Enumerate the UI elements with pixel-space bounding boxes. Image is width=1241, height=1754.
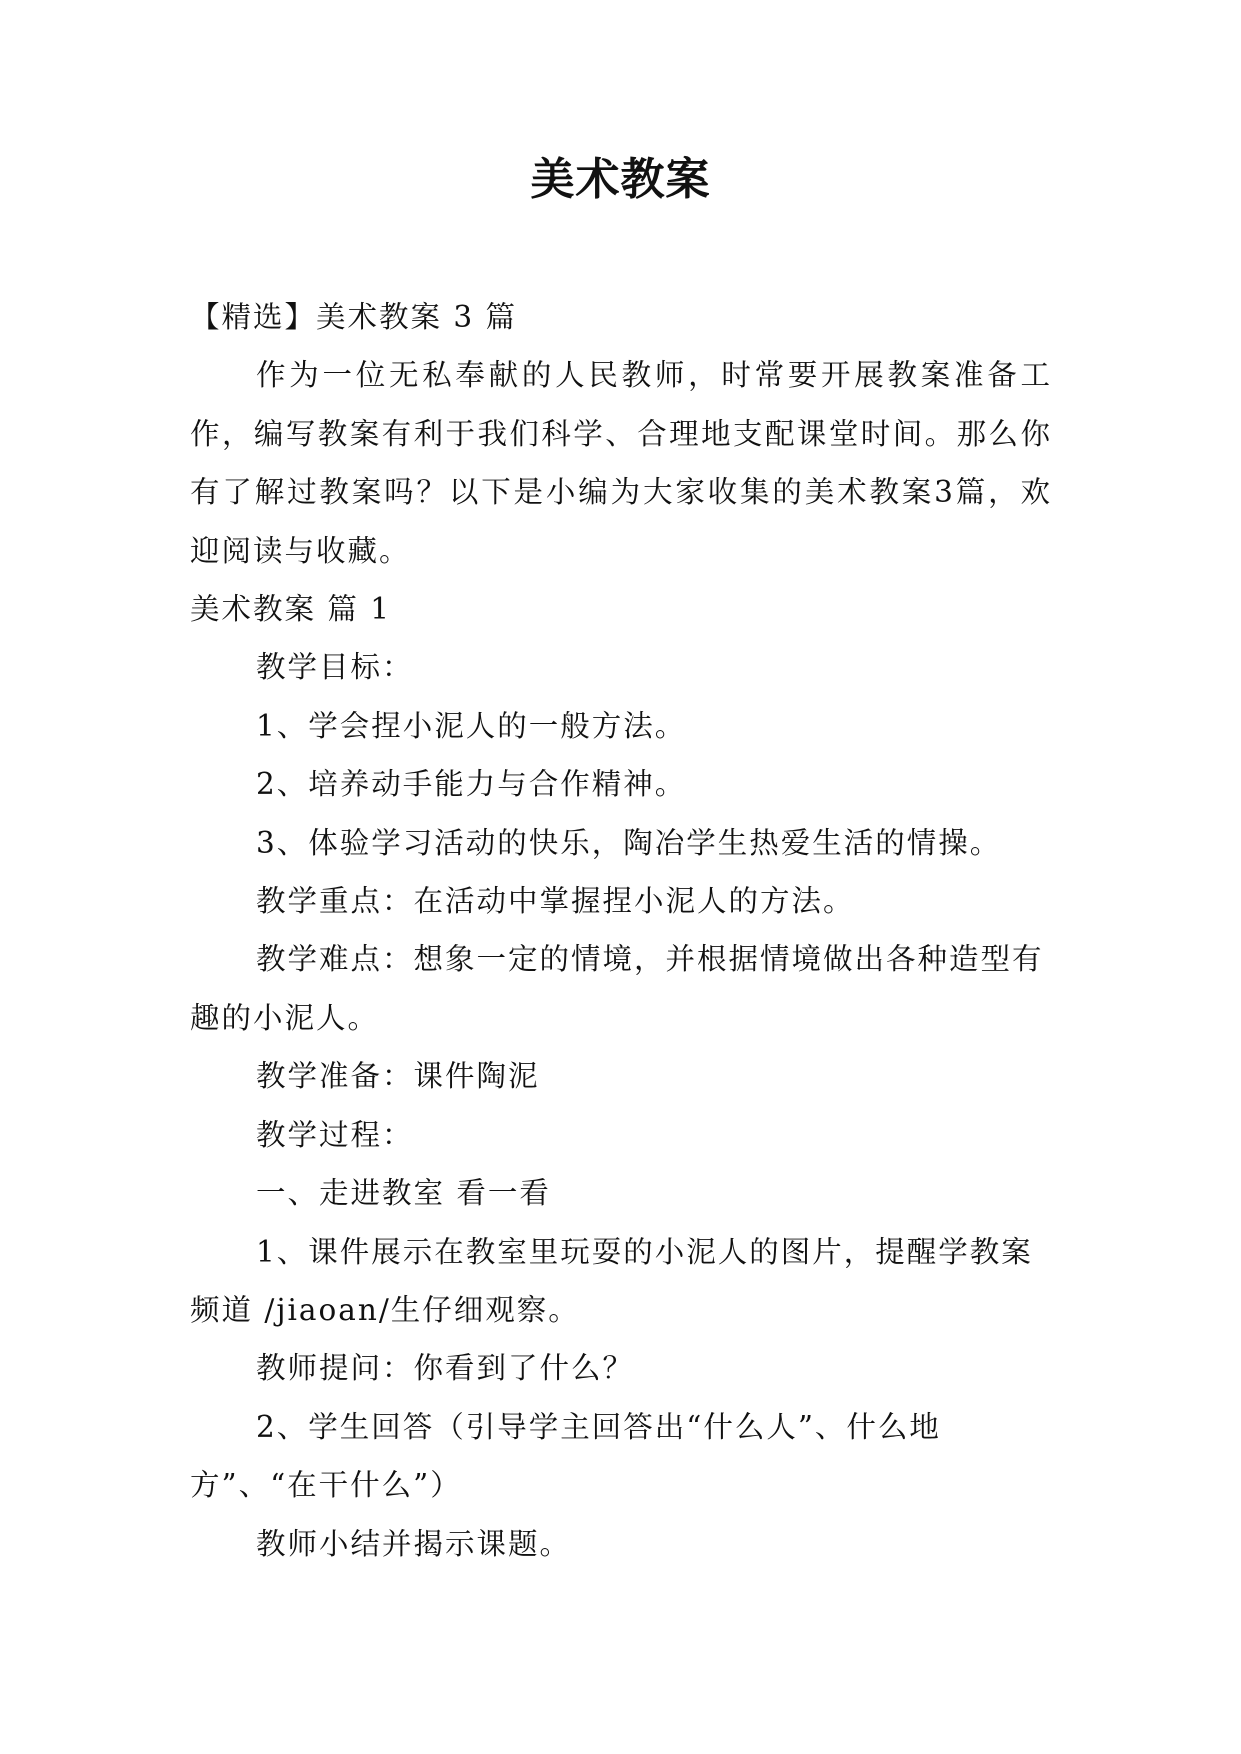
paragraph-preparation: 教学准备：课件陶泥 [256,1059,540,1094]
paragraph-key-point: 教学重点：在活动中掌握捏小泥人的方法。 [256,884,855,919]
document-body [190,288,1090,1573]
paragraph-goal-1: 1、学会捏小泥人的一般方法。 [256,708,687,743]
document-subtitle: 【精选】美术教案 3 篇 [190,300,518,334]
paragraph-goal-2: 2、培养动手能力与合作精神。 [256,767,687,802]
paragraph-difficulty: 教学难点：想象一定的情境，并根据情境做出各种造型有趣的小泥人。 [190,942,1044,1035]
paragraph-step-one: 一、走进教室 看一看 [256,1176,551,1211]
paragraph-student-answer: 2、学生回答（引导学主回答出“什么人”、什么地方”、“在干什么”） [190,1409,941,1503]
paragraph-goal-3: 3、体验学习活动的快乐，陶冶学生热爱生活的情操。 [256,825,1002,860]
document-title: 美术教案 [530,154,711,205]
paragraph-courseware: 1、课件展示在教室里玩耍的小泥人的图片，提醒学教案频道 /jiaoan/生仔细观察。 [190,1234,1033,1327]
paragraph-summary: 教师小结并揭示课题。 [256,1526,572,1561]
intro-paragraph: 作为一位无私奉献的人民教师，时常要开展教案准备工作，编写教案有利于我们科学、合理地支配课堂时间。那么你有了解过教案吗？以下是小编为大家收集的美术教案3篇，欢迎阅读与收藏。 [190,358,1052,568]
paragraph-teaching-goals: 教学目标： [256,650,414,685]
paragraph-teacher-question: 教师提问：你看到了什么？ [256,1351,635,1386]
paragraph-process: 教学过程： [256,1117,414,1152]
section-heading: 美术教案 篇 1 [190,592,392,627]
